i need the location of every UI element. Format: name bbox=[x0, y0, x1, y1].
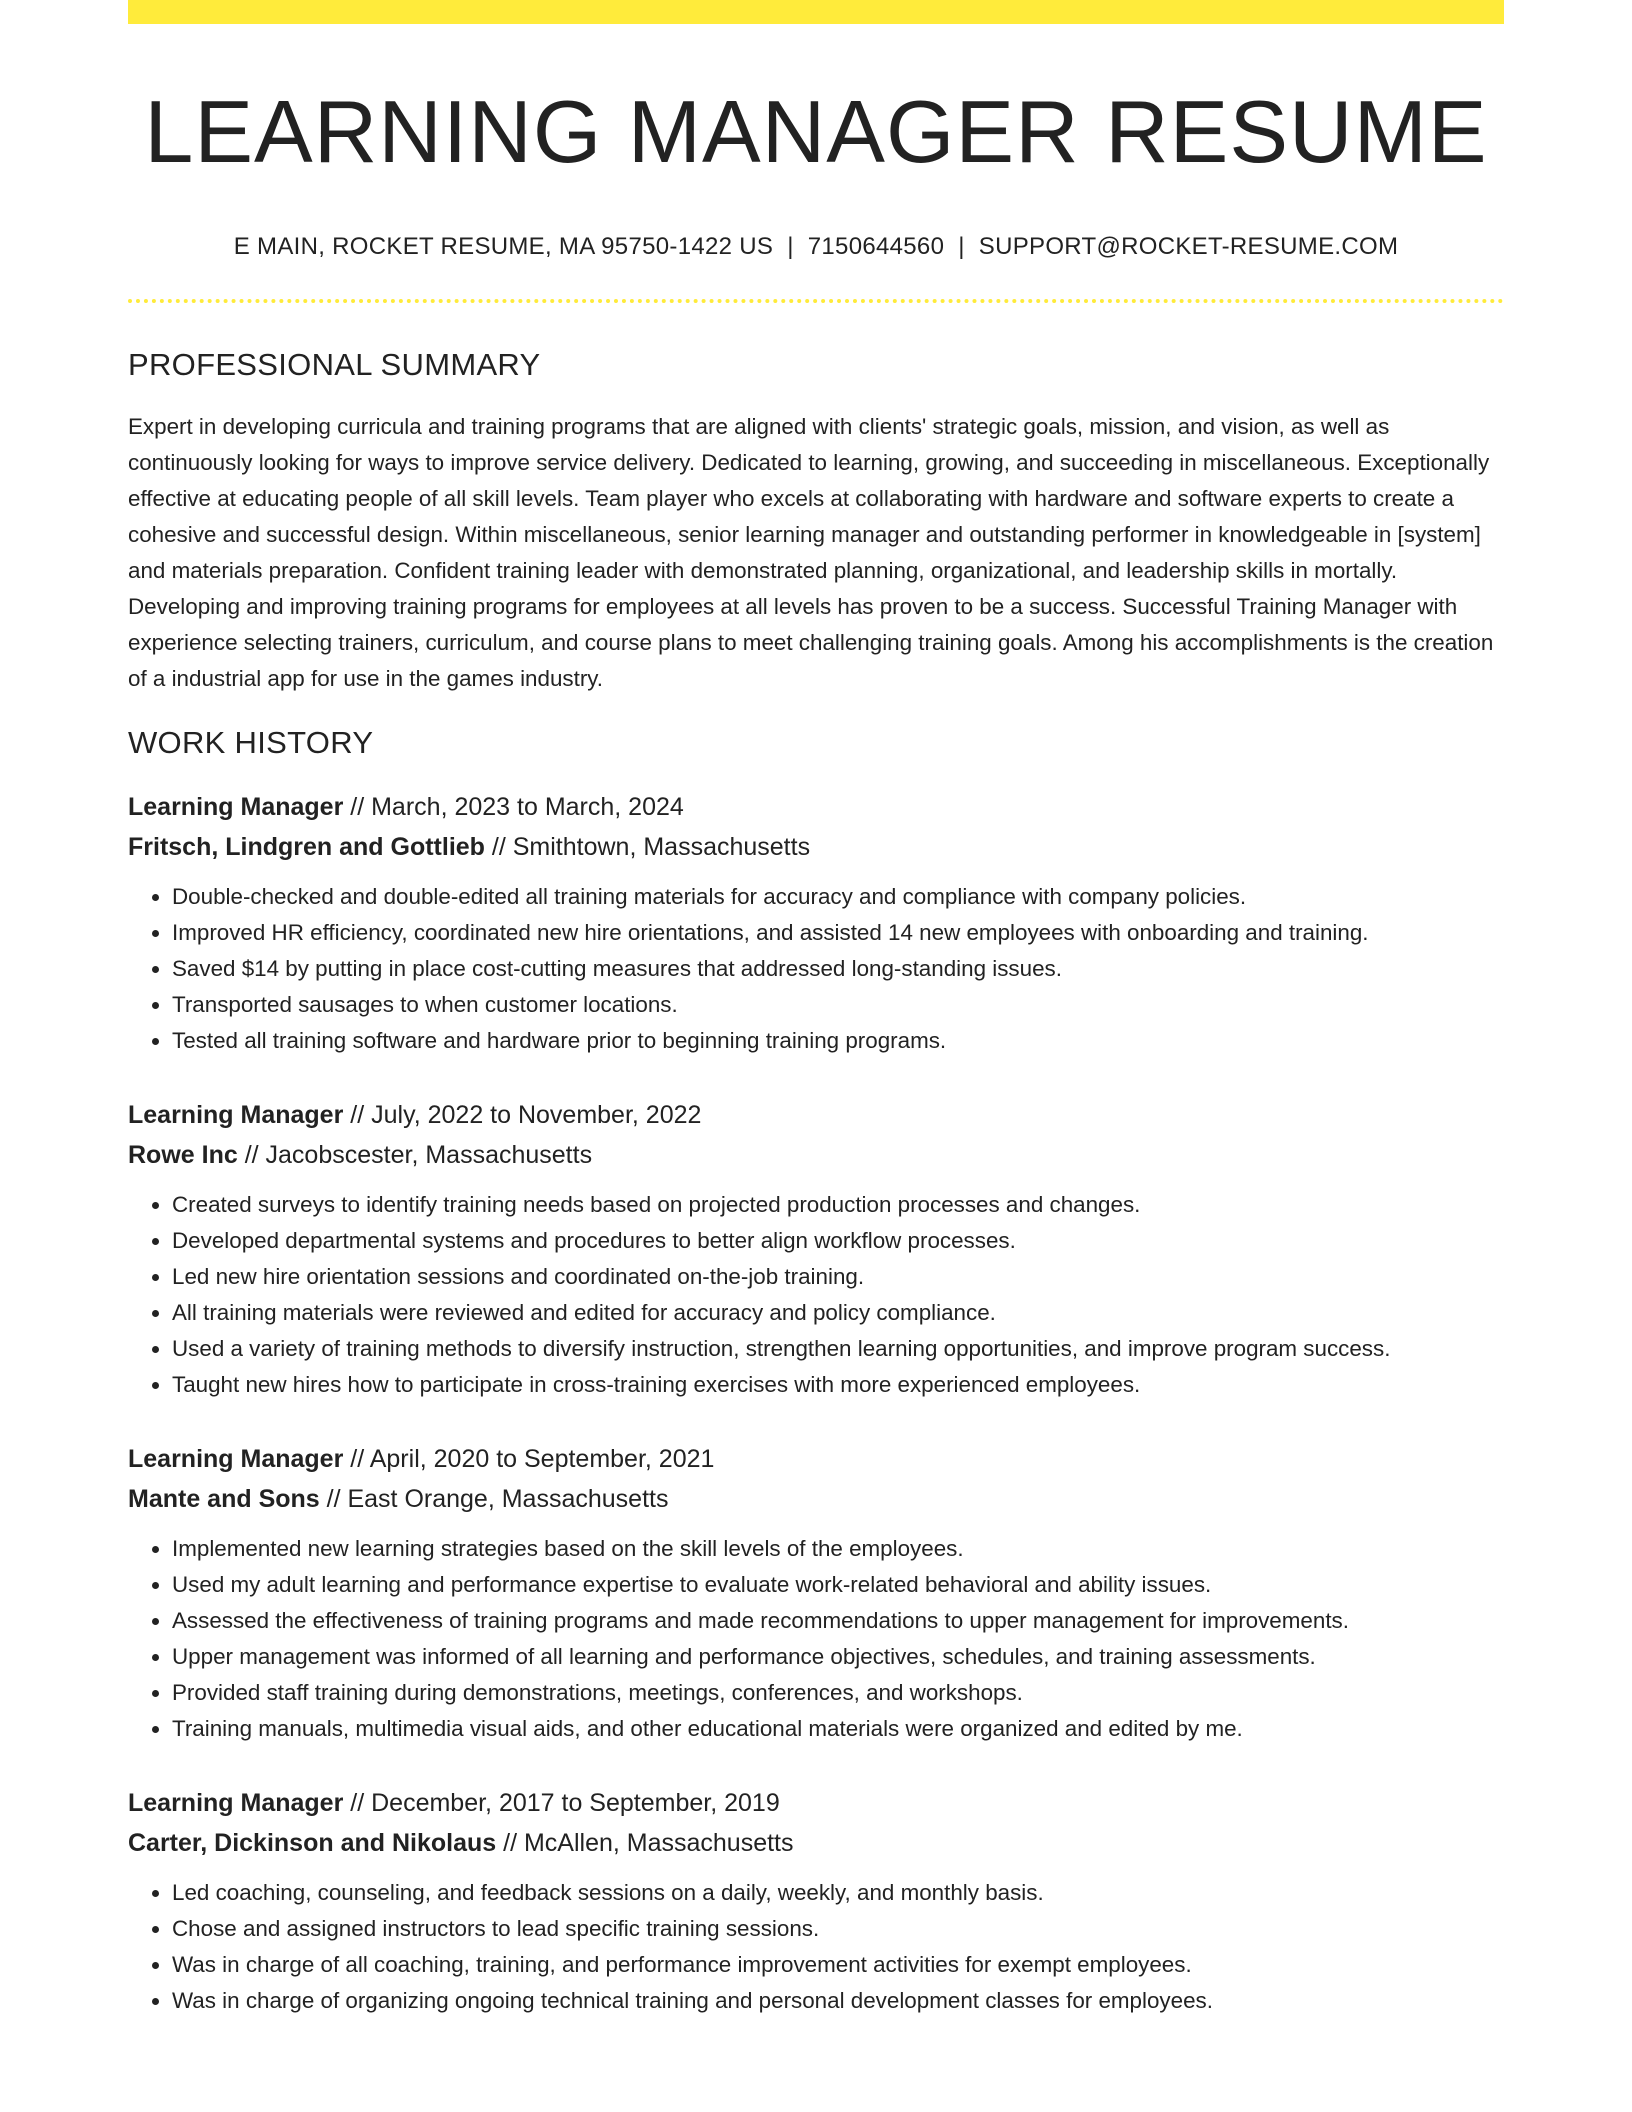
list-item: • Implemented new learning strategies based on the skill levels of the employees. bbox=[172, 1531, 1504, 1567]
job-dates: // April, 2020 to September, 2021 bbox=[343, 1444, 715, 1473]
job-entry bbox=[128, 1783, 1504, 2019]
job-company-line bbox=[128, 1479, 1504, 1519]
work-history-list bbox=[128, 787, 1504, 2019]
job-location: // Jacobscester, Massachusetts bbox=[237, 1140, 593, 1169]
list-item: • Saved $14 by putting in place cost-cutting measures that addressed long-standing issues. bbox=[172, 951, 1504, 987]
contact-separator: | bbox=[958, 232, 965, 260]
summary-text: Expert in developing curricula and training programs that are aligned with clients' strategic goals, mission, and vision, as well as continuously looking for ways to improve service delivery. Dedicated to learning, growing, and succeeding in miscellaneous. Exceptionally effective at educating people of all skill levels. Team player who excels at collaborating with hardware and software experts to create a cohesive and successful design. Within miscellaneous, senior learning manager and outstanding performer in knowledgeable in [system] and materials preparation. Confident training leader with demonstrated planning, organizational, and leadership skills in mortally. Developing and improving training programs for employees at all levels has proven to be a success. Successful Training Manager with experience selecting trainers, curriculum, and course plans to meet challenging training goals. Among his accomplishments is the creation of a industrial app for use in the games industry. bbox=[128, 413, 1494, 691]
work-history-heading: WORK HISTORY bbox=[128, 724, 374, 760]
job-entry bbox=[128, 787, 1504, 1059]
job-location: // East Orange, Massachusetts bbox=[319, 1484, 669, 1513]
dotted-divider bbox=[128, 299, 1504, 303]
job-dates: // March, 2023 to March, 2024 bbox=[343, 792, 684, 821]
job-bullets bbox=[128, 1187, 1504, 1403]
job-company-line bbox=[128, 827, 1504, 867]
job-title-line bbox=[128, 1783, 1504, 1823]
list-item: • Assessed the effectiveness of training programs and made recommendations to upper management for improvements. bbox=[172, 1603, 1504, 1639]
phone: 7150644560 bbox=[807, 232, 945, 260]
list-item: • Developed departmental systems and procedures to better align workflow processes. bbox=[172, 1223, 1504, 1259]
resume-title: LEARNING MANAGER RESUME bbox=[144, 82, 1488, 181]
job-company: Rowe Inc bbox=[128, 1140, 238, 1169]
list-item: • Was in charge of organizing ongoing technical training and personal development classes for employees. bbox=[172, 1983, 1504, 2019]
job-company-line bbox=[128, 1135, 1504, 1175]
job-bullets bbox=[128, 1875, 1504, 2019]
email: SUPPORT@ROCKET-RESUME.COM bbox=[978, 232, 1399, 260]
job-title: Learning Manager bbox=[128, 1100, 344, 1129]
top-accent-bar bbox=[128, 0, 1504, 24]
list-item: • Improved HR efficiency, coordinated new hire orientations, and assisted 14 new employees with onboarding and training. bbox=[172, 915, 1504, 951]
job-title: Learning Manager bbox=[128, 1444, 344, 1473]
contact-separator: | bbox=[787, 232, 794, 260]
job-location: // Smithtown, Massachusetts bbox=[484, 832, 811, 861]
list-item: • Training manuals, multimedia visual aids, and other educational materials were organized and edited by me. bbox=[172, 1711, 1504, 1747]
list-item: • Chose and assigned instructors to lead specific training sessions. bbox=[172, 1911, 1504, 1947]
job-location: // McAllen, Massachusetts bbox=[496, 1828, 794, 1857]
job-company: Mante and Sons bbox=[128, 1484, 320, 1513]
list-item: • Upper management was informed of all learning and performance objectives, schedules, and training assessments. bbox=[172, 1639, 1504, 1675]
job-bullets bbox=[128, 879, 1504, 1059]
job-title-line bbox=[128, 1095, 1504, 1135]
job-entry bbox=[128, 1095, 1504, 1403]
job-title: Learning Manager bbox=[128, 792, 344, 821]
list-item: • Used my adult learning and performance expertise to evaluate work-related behavioral and ability issues. bbox=[172, 1567, 1504, 1603]
list-item: • Taught new hires how to participate in cross-training exercises with more experienced employees. bbox=[172, 1367, 1504, 1403]
list-item: • Used a variety of training methods to diversify instruction, strengthen learning opportunities, and improve program success. bbox=[172, 1331, 1504, 1367]
job-company-line bbox=[128, 1823, 1504, 1863]
list-item: • Double-checked and double-edited all training materials for accuracy and compliance with company policies. bbox=[172, 879, 1504, 915]
job-dates: // July, 2022 to November, 2022 bbox=[343, 1100, 702, 1129]
job-entry bbox=[128, 1439, 1504, 1747]
job-title-line bbox=[128, 787, 1504, 827]
job-title: Learning Manager bbox=[128, 1788, 344, 1817]
job-title-line bbox=[128, 1439, 1504, 1479]
list-item: • Led new hire orientation sessions and coordinated on-the-job training. bbox=[172, 1259, 1504, 1295]
contact-line bbox=[128, 233, 1504, 261]
job-company: Fritsch, Lindgren and Gottlieb bbox=[128, 832, 485, 861]
resume-page bbox=[128, 0, 1504, 2019]
list-item: • Provided staff training during demonstrations, meetings, conferences, and workshops. bbox=[172, 1675, 1504, 1711]
list-item: • Created surveys to identify training needs based on projected production processes and changes. bbox=[172, 1187, 1504, 1223]
list-item: • Tested all training software and hardware prior to beginning training programs. bbox=[172, 1023, 1504, 1059]
job-bullets bbox=[128, 1531, 1504, 1747]
list-item: • Led coaching, counseling, and feedback sessions on a daily, weekly, and monthly basis. bbox=[172, 1875, 1504, 1911]
job-company: Carter, Dickinson and Nikolaus bbox=[128, 1828, 497, 1857]
list-item: • Was in charge of all coaching, training, and performance improvement activities for exempt employees. bbox=[172, 1947, 1504, 1983]
summary-heading: PROFESSIONAL SUMMARY bbox=[128, 346, 541, 382]
list-item: • All training materials were reviewed and edited for accuracy and policy compliance. bbox=[172, 1295, 1504, 1331]
address: E MAIN, ROCKET RESUME, MA 95750-1422 US bbox=[233, 232, 774, 260]
list-item: • Transported sausages to when customer locations. bbox=[172, 987, 1504, 1023]
job-dates: // December, 2017 to September, 2019 bbox=[343, 1788, 780, 1817]
